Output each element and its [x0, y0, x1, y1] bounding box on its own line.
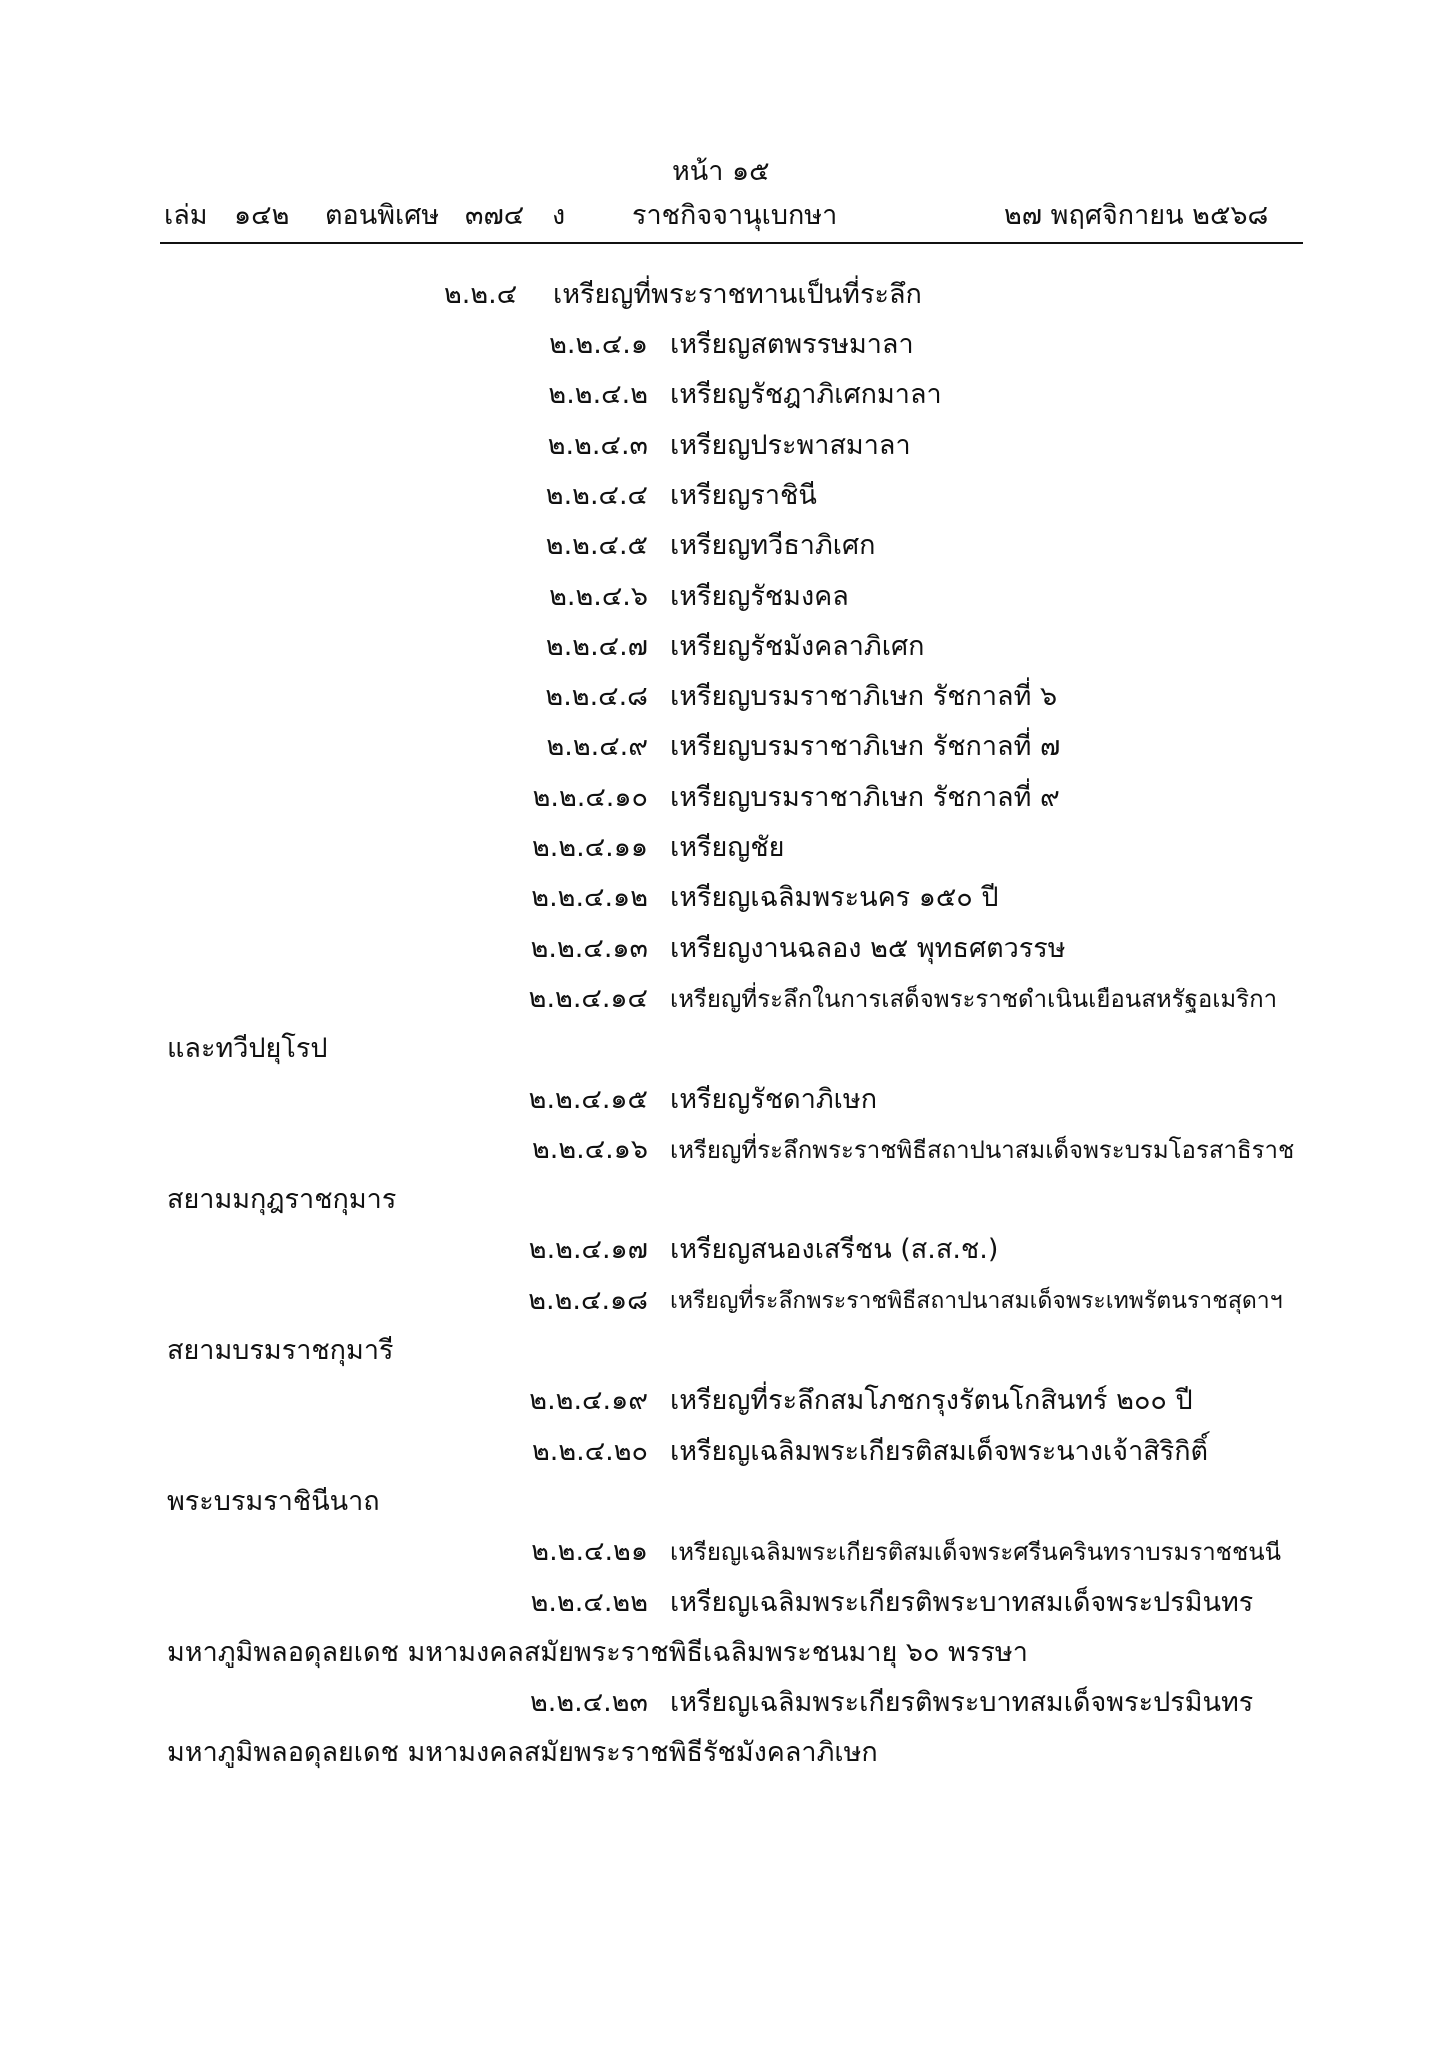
gazette-date: ๒๗ พฤศจิกายน ๒๕๖๘ [1004, 200, 1269, 231]
volume-label: เล่ม [164, 200, 208, 231]
list-item-text: เหรียญบรมราชาภิเษก รัชกาลที่ ๗ [670, 731, 1061, 763]
list-item-text: เหรียญเฉลิมพระนคร ๑๕๐ ปี [670, 882, 999, 914]
list-item-continuation: สยามบรมราชกุมารี [167, 1335, 394, 1366]
list-item-number: ๒.๒.๔.๘ [545, 681, 648, 713]
list-item-number: ๒.๒.๔.๑๖ [531, 1133, 648, 1165]
list-item-text: เหรียญรัชฎาภิเศกมาลา [670, 379, 942, 411]
list-item-text: เหรียญชัย [670, 832, 785, 863]
list-item-continuation: มหาภูมิพลอดุลยเดช มหามงคลสมัยพระราชพิธีเฉลิมพระชนมายุ ๖๐ พรรษา [167, 1636, 1028, 1668]
section-number: ๓๗๔ [465, 200, 525, 231]
list-item-text: เหรียญสตพรรษมาลา [670, 329, 914, 360]
list-item-text: เหรียญบรมราชาภิเษก รัชกาลที่ ๙ [670, 781, 1060, 813]
gazette-title: ราชกิจจานุเบกษา [632, 200, 838, 231]
list-item-text: เหรียญที่ระลึกพระราชพิธีสถาปนาสมเด็จพระเทพรัตนราชสุดาฯ [670, 1287, 1283, 1314]
list-item-text: เหรียญเฉลิมพระเกียรติสมเด็จพระศรีนครินทราบรมราชชนนี [670, 1538, 1282, 1567]
list-item-text: เหรียญเฉลิมพระเกียรติพระบาทสมเด็จพระปรมินทร [670, 1687, 1254, 1719]
volume-number: ๑๔๒ [234, 200, 290, 231]
list-item-text: เหรียญรัชดาภิเษก [670, 1083, 878, 1115]
list-item-text: เหรียญประพาสมาลา [670, 429, 911, 461]
list-item-continuation: และทวีปยุโรป [167, 1033, 328, 1065]
list-item-continuation: มหาภูมิพลอดุลยเดช มหามงคลสมัยพระราชพิธีรัชมังคลาภิเษก [167, 1737, 878, 1769]
section-title: เหรียญที่พระราชทานเป็นที่ระลึก [553, 279, 922, 310]
list-item-text: เหรียญราชินี [670, 479, 817, 511]
list-item-number: ๒.๒.๔.๑๔ [528, 982, 648, 1014]
list-item-number: ๒.๒.๔.๑๑ [531, 832, 648, 863]
list-item-number: ๒.๒.๔.๒ [548, 379, 648, 411]
list-item-number: ๒.๒.๔.๑๘ [528, 1284, 648, 1316]
list-item-number: ๒.๒.๔.๑๗ [528, 1234, 648, 1266]
list-item-number: ๒.๒.๔.๖ [549, 580, 648, 612]
list-item-number: ๒.๒.๔.๑ [549, 329, 648, 360]
list-item-number: ๒.๒.๔.๑๐ [532, 781, 648, 813]
list-item-text: เหรียญรัชมังคลาภิเศก [670, 630, 925, 662]
list-item-text: เหรียญเฉลิมพระเกียรติสมเด็จพระนางเจ้าสิริกิติ์ [670, 1435, 1209, 1467]
list-item-number: ๒.๒.๔.๕ [545, 530, 648, 562]
list-item-number: ๒.๒.๔.๒๑ [531, 1536, 648, 1568]
list-item-continuation: สยามมกุฎราชกุมาร [167, 1184, 397, 1216]
list-item-number: ๒.๒.๔.๒๐ [531, 1435, 648, 1467]
list-item-number: ๒.๒.๔.๗ [545, 630, 648, 662]
list-item-number: ๒.๒.๔.๑๒ [531, 882, 648, 914]
list-item-text: เหรียญทวีธาภิเศก [670, 530, 876, 562]
list-item-text: เหรียญเฉลิมพระเกียรติพระบาทสมเด็จพระปรมินทร [670, 1586, 1254, 1618]
list-item-number: ๒.๒.๔.๙ [546, 731, 648, 763]
list-item-text: เหรียญรัชมงคล [670, 580, 849, 612]
section-number-heading: ๒.๒.๔ [444, 279, 518, 310]
list-item-text: เหรียญที่ระลึกสมโภชกรุงรัตนโกสินทร์ ๒๐๐ ปี [670, 1385, 1193, 1417]
list-item-text: เหรียญงานฉลอง ๒๕ พุทธศตวรรษ [670, 932, 1066, 964]
list-item-number: ๒.๒.๔.๑๕ [528, 1083, 648, 1115]
list-item-text: เหรียญที่ระลึกในการเสด็จพระราชดำเนินเยือนสหรัฐอเมริกา [670, 984, 1278, 1013]
list-item-number: ๒.๒.๔.๑๙ [529, 1385, 648, 1417]
section-letter: ง [552, 200, 566, 231]
page-number: หน้า ๑๕ [672, 156, 770, 187]
header-rule [160, 242, 1303, 244]
list-item-text: เหรียญที่ระลึกพระราชพิธีสถาปนาสมเด็จพระบรมโอรสาธิราช [670, 1135, 1295, 1164]
list-item-number: ๒.๒.๔.๒๒ [530, 1586, 648, 1618]
list-item-number: ๒.๒.๔.๒๓ [529, 1687, 648, 1719]
section-label: ตอนพิเศษ [325, 200, 440, 231]
list-item-number: ๒.๒.๔.๔ [545, 479, 648, 511]
list-item-text: เหรียญบรมราชาภิเษก รัชกาลที่ ๖ [670, 681, 1058, 713]
list-item-number: ๒.๒.๔.๓ [547, 429, 648, 461]
list-item-continuation: พระบรมราชินีนาถ [167, 1485, 380, 1517]
list-item-number: ๒.๒.๔.๑๓ [530, 932, 648, 964]
list-item-text: เหรียญสนองเสรีชน (ส.ส.ช.) [670, 1234, 999, 1266]
